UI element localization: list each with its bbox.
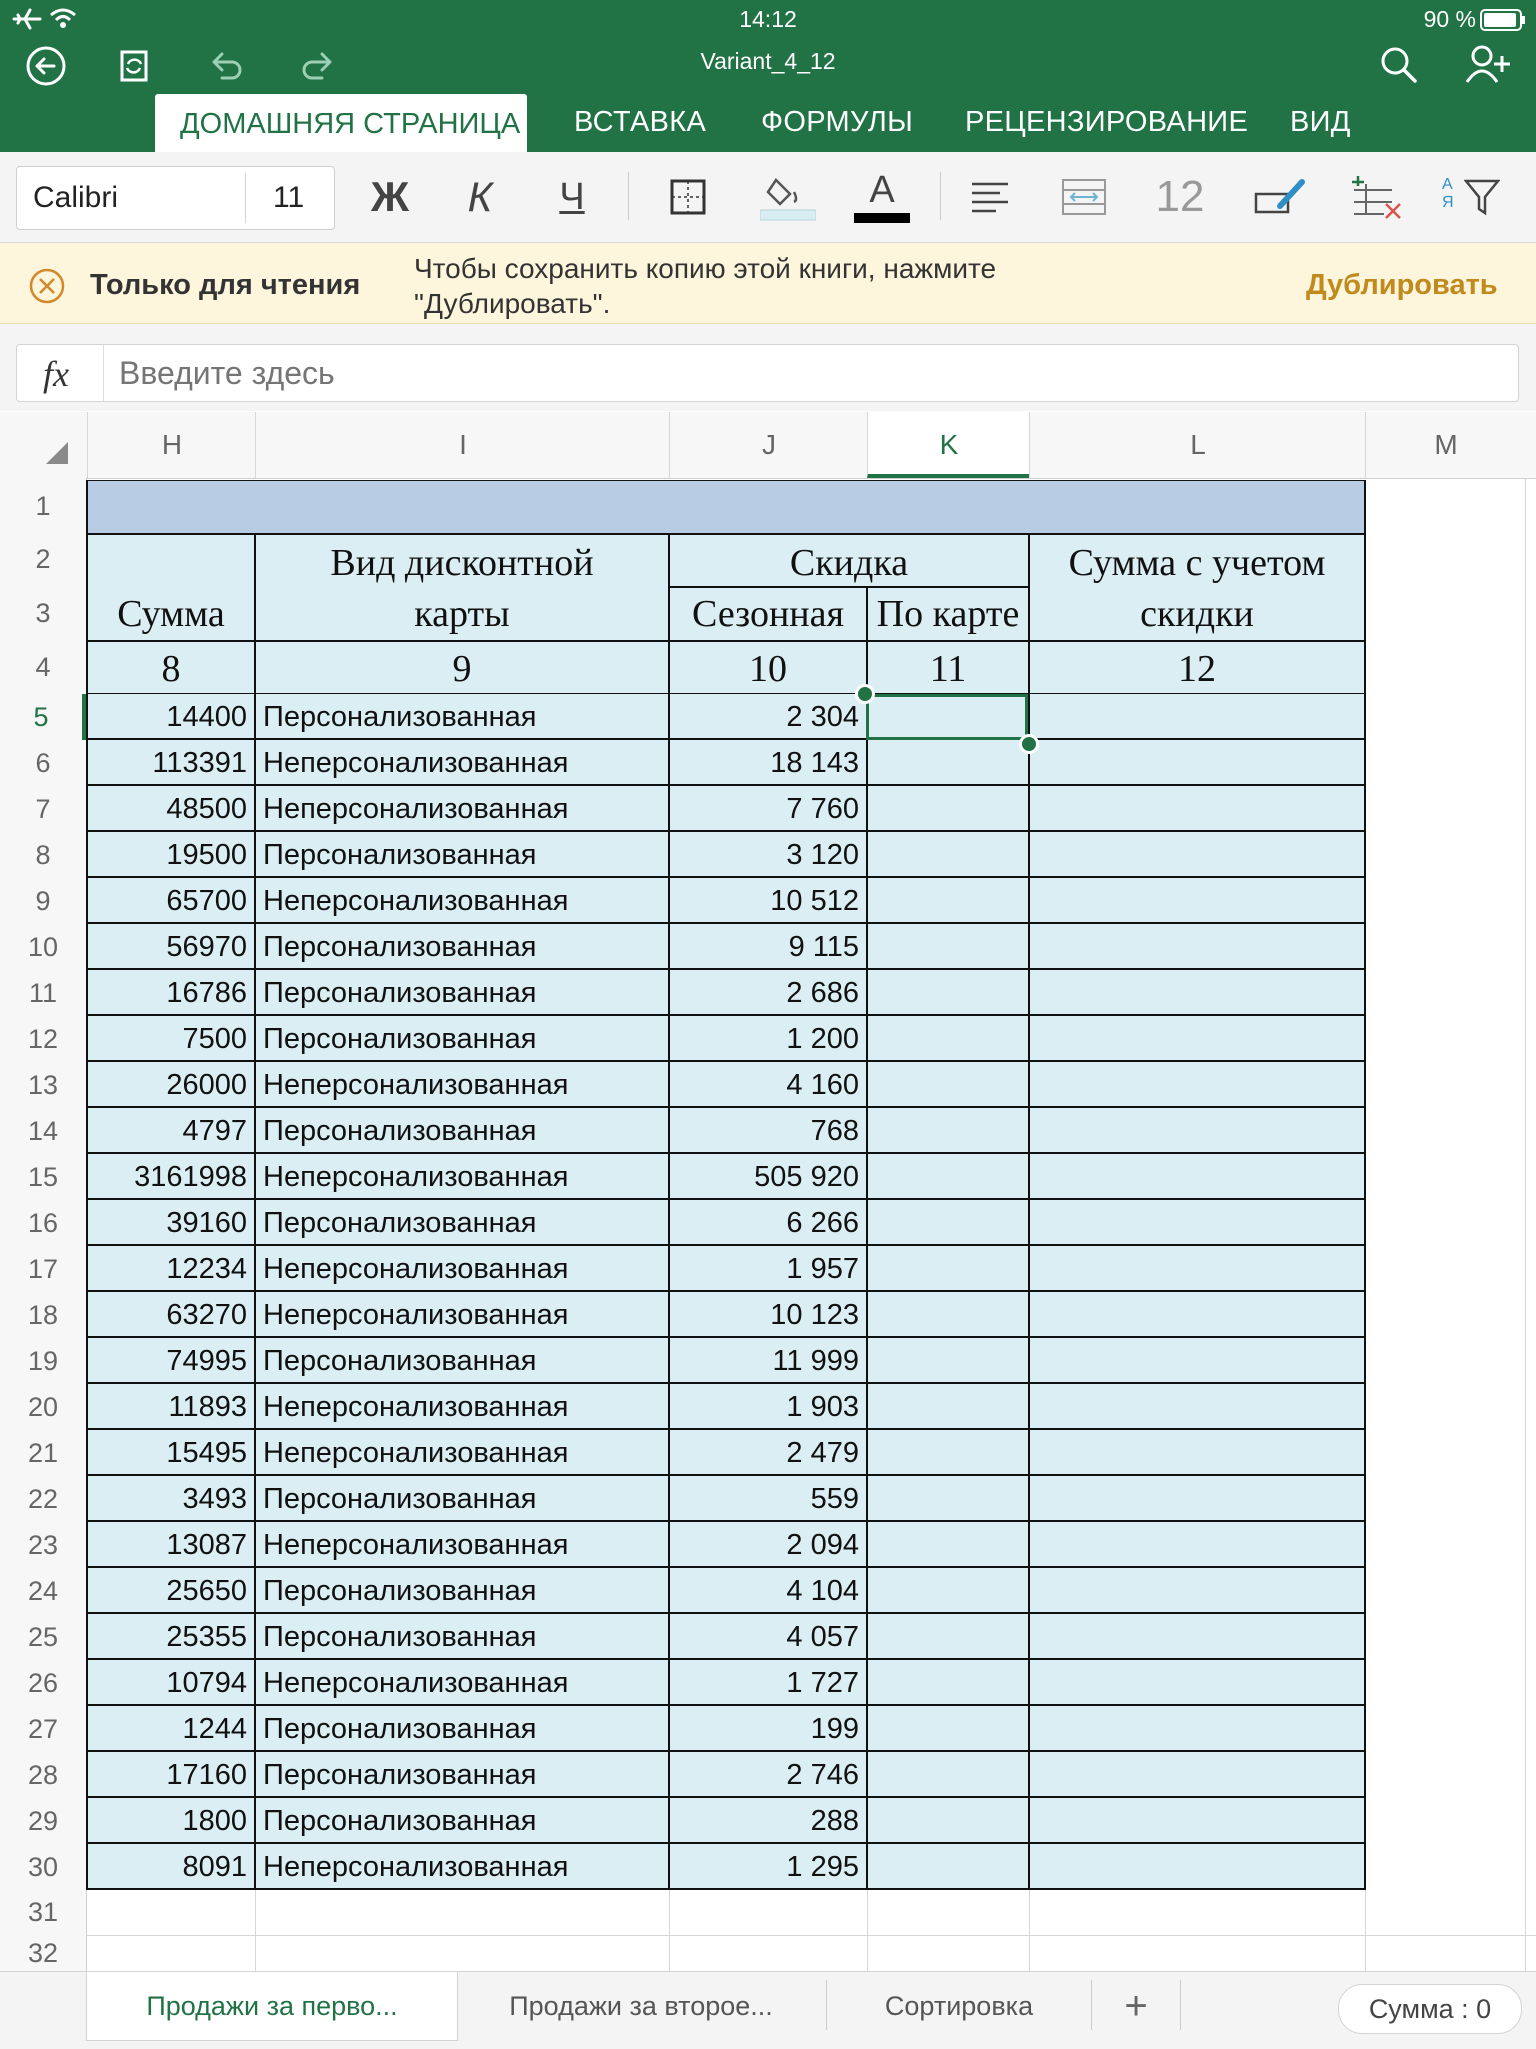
header-seasonal[interactable]: Сезонная	[692, 593, 844, 635]
row-header[interactable]: 6	[35, 748, 51, 778]
cell-sum[interactable]: 8091	[87, 1844, 255, 1890]
row-header[interactable]: 8	[35, 840, 51, 870]
cell-type[interactable]: Неперсонализованная	[255, 1660, 669, 1706]
cell-sum[interactable]: 7500	[87, 1016, 255, 1062]
cell-type[interactable]: Персонализованная	[255, 1568, 669, 1614]
bold-button[interactable]: Ж	[371, 173, 409, 220]
cell-empty[interactable]	[867, 832, 1029, 878]
cell-type[interactable]: Персонализованная	[255, 970, 669, 1016]
font-name: Calibri	[33, 181, 119, 214]
cell-empty[interactable]	[867, 1430, 1029, 1476]
cell-empty[interactable]	[1029, 1660, 1365, 1706]
cell-empty[interactable]	[867, 1292, 1029, 1338]
column-header-m[interactable]: M	[1365, 412, 1526, 478]
cell-empty[interactable]	[1029, 1568, 1365, 1614]
font-color-button[interactable]	[852, 160, 912, 234]
cell-seasonal[interactable]: 768	[669, 1108, 867, 1154]
cell-sum[interactable]: 113391	[87, 740, 255, 786]
header-total-line1[interactable]: Сумма с учетом	[1068, 542, 1326, 584]
row-header[interactable]: 10	[27, 932, 59, 962]
cell-type[interactable]: Неперсонализованная	[255, 878, 669, 924]
cell-empty[interactable]	[867, 1476, 1029, 1522]
cell-type[interactable]: Персонализованная	[255, 694, 669, 740]
header-card-type-line2: карты	[414, 593, 510, 635]
cell-empty[interactable]	[867, 1200, 1029, 1246]
row-header[interactable]: 20	[27, 1392, 59, 1422]
header-total-line2: скидки	[1140, 593, 1254, 635]
tab-home[interactable]	[155, 94, 527, 152]
share-person-icon[interactable]	[1464, 42, 1514, 93]
cell-seasonal[interactable]: 4 160	[669, 1062, 867, 1108]
cell-sum[interactable]: 3493	[87, 1476, 255, 1522]
row-header[interactable]: 14	[27, 1116, 59, 1146]
cell-empty[interactable]	[1029, 832, 1365, 878]
cell-seasonal[interactable]: 559	[669, 1476, 867, 1522]
cell-type[interactable]: Неперсонализованная	[255, 1062, 669, 1108]
cell-type[interactable]: Неперсонализованная	[255, 1384, 669, 1430]
font-color-letter: A	[869, 169, 895, 211]
cell-type[interactable]: Персонализованная	[255, 1752, 669, 1798]
cell-seasonal[interactable]: 2 304	[669, 694, 867, 740]
cell-type[interactable]: Неперсонализованная	[255, 786, 669, 832]
row-header[interactable]: 32	[27, 1938, 59, 1968]
cell-empty[interactable]	[1029, 1062, 1365, 1108]
header-by-card[interactable]: По карте	[876, 593, 1020, 635]
row-header[interactable]: 5	[0, 694, 86, 740]
row-header[interactable]: 22	[27, 1484, 59, 1514]
cell-seasonal[interactable]: 10 512	[669, 878, 867, 924]
column-header-j[interactable]: J	[669, 412, 868, 478]
cell-empty[interactable]	[1029, 1476, 1365, 1522]
cell-type[interactable]: Персонализованная	[255, 1200, 669, 1246]
fill-color-button[interactable]	[758, 160, 818, 234]
header-num-9[interactable]: 9	[452, 648, 472, 690]
cell-empty[interactable]	[1029, 740, 1365, 786]
cell-empty[interactable]	[867, 1062, 1029, 1108]
font-color-swatch	[854, 213, 910, 223]
cell-sum[interactable]: 25355	[87, 1614, 255, 1660]
row-header[interactable]: 27	[27, 1714, 59, 1744]
cell-empty[interactable]	[867, 1016, 1029, 1062]
cell-empty[interactable]	[1029, 1200, 1365, 1246]
row-header[interactable]: 9	[35, 886, 51, 916]
row-header[interactable]: 21	[27, 1438, 59, 1468]
tab-formulas[interactable]: ФОРМУЛЫ	[761, 106, 914, 138]
close-circle-icon[interactable]	[28, 267, 66, 310]
row-header[interactable]: 3	[35, 598, 51, 628]
ribbon-divider	[940, 172, 941, 220]
sheet-tab-3[interactable]: Сортировка	[884, 1991, 1034, 2021]
search-icon[interactable]	[1378, 44, 1420, 91]
paintbrush-icon	[1252, 176, 1308, 218]
cell-seasonal[interactable]: 1 903	[669, 1384, 867, 1430]
cell-sum[interactable]: 19500	[87, 832, 255, 878]
cell-seasonal[interactable]: 2 686	[669, 970, 867, 1016]
cell-type[interactable]: Неперсонализованная	[255, 1292, 669, 1338]
column-header-l[interactable]: L	[1029, 412, 1366, 478]
cell-empty[interactable]	[867, 786, 1029, 832]
sort-filter-button[interactable]	[1440, 160, 1500, 234]
gridline	[1525, 478, 1526, 1971]
column-header-h[interactable]: H	[87, 412, 256, 478]
cell-empty[interactable]	[867, 1522, 1029, 1568]
cell-seasonal[interactable]: 11 999	[669, 1338, 867, 1384]
cell-empty[interactable]	[1029, 1292, 1365, 1338]
cell-type[interactable]: Неперсонализованная	[255, 1430, 669, 1476]
wifi-icon	[48, 6, 78, 35]
cell-seasonal[interactable]: 9 115	[669, 924, 867, 970]
duplicate-button[interactable]: Дублировать	[1306, 269, 1498, 301]
cell-seasonal[interactable]: 1 295	[669, 1844, 867, 1890]
cell-seasonal[interactable]: 199	[669, 1706, 867, 1752]
status-time: 14:12	[739, 6, 797, 32]
cell-empty[interactable]	[1029, 1614, 1365, 1660]
cell-seasonal[interactable]: 4 057	[669, 1614, 867, 1660]
cell-empty[interactable]	[1029, 1016, 1365, 1062]
cell-empty[interactable]	[867, 1844, 1029, 1890]
cell-type[interactable]: Неперсонализованная	[255, 740, 669, 786]
cell-sum[interactable]: 10794	[87, 1660, 255, 1706]
formula-input[interactable]	[117, 351, 1501, 395]
header-sum[interactable]: Сумма	[117, 593, 225, 635]
cell-type[interactable]: Персонализованная	[255, 1706, 669, 1752]
cell-type[interactable]: Неперсонализованная	[255, 1844, 669, 1890]
sheet-tab-1[interactable]: Продажи за перво...	[86, 1972, 458, 2041]
cell-seasonal[interactable]: 288	[669, 1798, 867, 1844]
row-header[interactable]: 7	[35, 794, 51, 824]
cell-empty[interactable]	[1029, 970, 1365, 1016]
formula-divider	[103, 345, 104, 401]
cell-sum[interactable]: 25650	[87, 1568, 255, 1614]
header-num-10[interactable]: 10	[749, 648, 787, 690]
cell-sum[interactable]: 11893	[87, 1384, 255, 1430]
cell-sum[interactable]: 14400	[87, 694, 255, 740]
cell-empty[interactable]	[1029, 878, 1365, 924]
row-header[interactable]: 19	[27, 1346, 59, 1376]
row-header[interactable]: 25	[27, 1622, 59, 1652]
document-title: Variant_4_12	[700, 48, 836, 74]
gridline	[669, 1890, 670, 1971]
sheet-divider	[1180, 1980, 1181, 2030]
fx-label: fx	[43, 354, 69, 394]
borders-icon	[669, 178, 707, 216]
add-sheet-button[interactable]: +	[1124, 1984, 1148, 2028]
banner-message-line1: Чтобы сохранить копию этой книги, нажмите	[414, 253, 997, 284]
cell-empty[interactable]	[867, 1568, 1029, 1614]
cell-sum[interactable]: 3161998	[87, 1154, 255, 1200]
header-discount[interactable]: Скидка	[789, 542, 909, 584]
gridline	[867, 1890, 868, 1971]
cell-seasonal[interactable]: 2 479	[669, 1430, 867, 1476]
gridline	[1029, 1890, 1030, 1971]
row-header[interactable]: 11	[28, 978, 58, 1008]
table-border	[866, 586, 868, 1890]
row-header[interactable]: 13	[27, 1070, 59, 1100]
selection-handle-top[interactable]	[855, 684, 875, 704]
gridline	[255, 1890, 256, 1971]
header-num-12[interactable]: 12	[1178, 648, 1216, 690]
paint-bucket-icon	[760, 172, 816, 222]
cell-empty[interactable]	[867, 924, 1029, 970]
cell-type[interactable]: Неперсонализованная	[255, 1522, 669, 1568]
cell-type[interactable]: Персонализованная	[255, 1614, 669, 1660]
row-header[interactable]: 28	[27, 1760, 59, 1790]
cell-sum[interactable]: 4797	[87, 1108, 255, 1154]
cell-empty[interactable]	[1029, 786, 1365, 832]
row-header[interactable]: 30	[27, 1852, 59, 1882]
cell-sum[interactable]: 15495	[87, 1430, 255, 1476]
cell-seasonal[interactable]: 3 120	[669, 832, 867, 878]
cell-empty[interactable]	[1029, 1798, 1365, 1844]
formula-bar[interactable]	[16, 344, 1519, 402]
cell-empty[interactable]	[1029, 1154, 1365, 1200]
merge-cells-button[interactable]	[1054, 160, 1114, 234]
table-border	[86, 480, 88, 1890]
filter-icon	[1464, 177, 1500, 217]
cell-empty[interactable]	[867, 1614, 1029, 1660]
cell-sum[interactable]: 13087	[87, 1522, 255, 1568]
file-sync-icon[interactable]	[114, 46, 154, 91]
cell-sum[interactable]: 65700	[87, 878, 255, 924]
banner-message	[414, 251, 996, 321]
redo-icon[interactable]	[298, 46, 338, 91]
cell-seasonal[interactable]: 10 123	[669, 1292, 867, 1338]
battery-icon	[1480, 9, 1526, 36]
status-sum[interactable]: Сумма : 0	[1338, 1984, 1522, 2034]
cell-sum[interactable]: 16786	[87, 970, 255, 1016]
table-border	[668, 533, 670, 1890]
cell-empty[interactable]	[867, 1384, 1029, 1430]
banner-message-line2: "Дублировать".	[414, 288, 611, 319]
cell-seasonal[interactable]: 18 143	[669, 740, 867, 786]
select-all-icon[interactable]	[46, 442, 68, 469]
font-box-divider	[245, 173, 246, 223]
cell-sum[interactable]: 39160	[87, 1200, 255, 1246]
cell-empty[interactable]	[1029, 1246, 1365, 1292]
undo-icon[interactable]	[206, 46, 246, 91]
cell-sum[interactable]: 74995	[87, 1338, 255, 1384]
cell-empty[interactable]	[867, 878, 1029, 924]
table-border	[86, 1888, 1366, 1890]
cell-seasonal[interactable]: 1 727	[669, 1660, 867, 1706]
cell-empty[interactable]	[867, 1338, 1029, 1384]
cell-empty[interactable]	[1029, 1430, 1365, 1476]
align-left-icon	[970, 180, 1010, 214]
row-header[interactable]: 4	[35, 652, 51, 682]
selected-cell-k5[interactable]	[866, 694, 1028, 740]
header-card-type-line1[interactable]: Вид дисконтной	[330, 542, 594, 584]
cell-seasonal[interactable]: 1 200	[669, 1016, 867, 1062]
cell-empty[interactable]	[1029, 1108, 1365, 1154]
row-header[interactable]: 24	[27, 1576, 59, 1606]
cell-empty[interactable]	[867, 1154, 1029, 1200]
cell-type[interactable]: Персонализованная	[255, 1476, 669, 1522]
column-header-i[interactable]: I	[255, 412, 670, 478]
cell-sum[interactable]: 63270	[87, 1292, 255, 1338]
cell-empty[interactable]	[1029, 1844, 1365, 1890]
format-button[interactable]	[1250, 160, 1310, 234]
column-header-k[interactable]: K	[867, 412, 1030, 478]
back-icon[interactable]	[24, 44, 68, 93]
row-header[interactable]: 16	[27, 1208, 59, 1238]
delete-cells-button[interactable]	[1346, 160, 1406, 234]
row-header[interactable]: 2	[35, 544, 51, 574]
banner-title: Только для чтения	[90, 269, 361, 301]
cell-seasonal[interactable]: 505 920	[669, 1154, 867, 1200]
cell-sum[interactable]: 56970	[87, 924, 255, 970]
row-header[interactable]: 1	[35, 491, 51, 521]
table-border	[254, 533, 256, 1890]
cell-seasonal[interactable]: 7 760	[669, 786, 867, 832]
borders-button[interactable]	[658, 160, 718, 234]
tab-home-label: ДОМАШНЯЯ СТРАНИЦА	[180, 108, 521, 140]
cell-sum[interactable]: 26000	[87, 1062, 255, 1108]
cell-empty[interactable]	[1029, 1706, 1365, 1752]
cell-empty[interactable]	[867, 1246, 1029, 1292]
cell-empty[interactable]	[1029, 1522, 1365, 1568]
cell-sum[interactable]: 48500	[87, 786, 255, 832]
sheet-tab-2[interactable]: Продажи за второе...	[509, 1991, 773, 2021]
font-selector[interactable]	[16, 166, 335, 230]
merge-icon	[1061, 178, 1107, 216]
tab-view[interactable]: ВИД	[1290, 106, 1351, 138]
cell-empty[interactable]	[1029, 1752, 1365, 1798]
tab-review[interactable]: РЕЦЕНЗИРОВАНИЕ	[965, 106, 1249, 138]
table-border	[1364, 480, 1366, 1890]
italic-button[interactable]: К	[467, 173, 493, 220]
row-header[interactable]: 18	[27, 1300, 59, 1330]
cell-type[interactable]: Персонализованная	[255, 1108, 669, 1154]
align-button[interactable]	[960, 160, 1020, 234]
row-header[interactable]: 15	[27, 1162, 59, 1192]
cell-sum[interactable]: 1244	[87, 1706, 255, 1752]
cell-empty[interactable]	[867, 740, 1029, 786]
cell-seasonal[interactable]: 2 746	[669, 1752, 867, 1798]
cell-empty[interactable]	[1029, 694, 1365, 740]
cell-type[interactable]: Неперсонализованная	[255, 1154, 669, 1200]
gridline	[87, 1935, 1536, 1936]
cell-type[interactable]: Персонализованная	[255, 924, 669, 970]
cell-empty[interactable]	[867, 1752, 1029, 1798]
cell-empty[interactable]	[867, 1798, 1029, 1844]
cell-empty[interactable]	[867, 1706, 1029, 1752]
number-format-button[interactable]: 12	[1155, 172, 1205, 221]
table-delete-icon	[1348, 174, 1404, 220]
cell-seasonal[interactable]: 6 266	[669, 1200, 867, 1246]
row-header[interactable]: 26	[27, 1668, 59, 1698]
cell-empty[interactable]	[867, 1108, 1029, 1154]
cell-sum[interactable]: 17160	[87, 1752, 255, 1798]
cell-empty[interactable]	[1029, 1338, 1365, 1384]
row-header[interactable]: 29	[27, 1806, 59, 1836]
underline-button[interactable]: Ч	[559, 175, 585, 218]
cell-type[interactable]: Неперсонализованная	[255, 1246, 669, 1292]
header-num-11[interactable]: 11	[929, 648, 967, 690]
font-size: 11	[273, 181, 305, 214]
cell-type[interactable]: Персонализованная	[255, 1016, 669, 1062]
cell-seasonal[interactable]: 2 094	[669, 1522, 867, 1568]
cell-empty[interactable]	[1029, 924, 1365, 970]
sort-letters: А Я	[1442, 176, 1454, 211]
cell-sum[interactable]: 12234	[87, 1246, 255, 1292]
tab-insert[interactable]: ВСТАВКА	[574, 106, 707, 138]
row-header[interactable]: 23	[27, 1530, 59, 1560]
cell-type[interactable]: Персонализованная	[255, 1798, 669, 1844]
title-band-cell[interactable]	[87, 480, 1365, 533]
battery-percent: 90 %	[1423, 6, 1476, 32]
row-header[interactable]: 31	[27, 1897, 59, 1927]
airplane-icon	[12, 6, 42, 37]
cell-type[interactable]: Персонализованная	[255, 832, 669, 878]
row-header[interactable]: 17	[27, 1254, 59, 1284]
cell-seasonal[interactable]: 1 957	[669, 1246, 867, 1292]
cell-empty[interactable]	[1029, 1384, 1365, 1430]
cell-empty[interactable]	[867, 1660, 1029, 1706]
cell-type[interactable]: Персонализованная	[255, 1338, 669, 1384]
cell-seasonal[interactable]: 4 104	[669, 1568, 867, 1614]
selection-handle-bottom[interactable]	[1019, 734, 1039, 754]
ribbon-divider	[628, 172, 629, 220]
cell-empty[interactable]	[867, 970, 1029, 1016]
gridline	[1365, 1890, 1366, 1971]
header-num-8[interactable]: 8	[161, 648, 181, 690]
row-header[interactable]: 12	[27, 1024, 59, 1054]
cell-sum[interactable]: 1800	[87, 1798, 255, 1844]
